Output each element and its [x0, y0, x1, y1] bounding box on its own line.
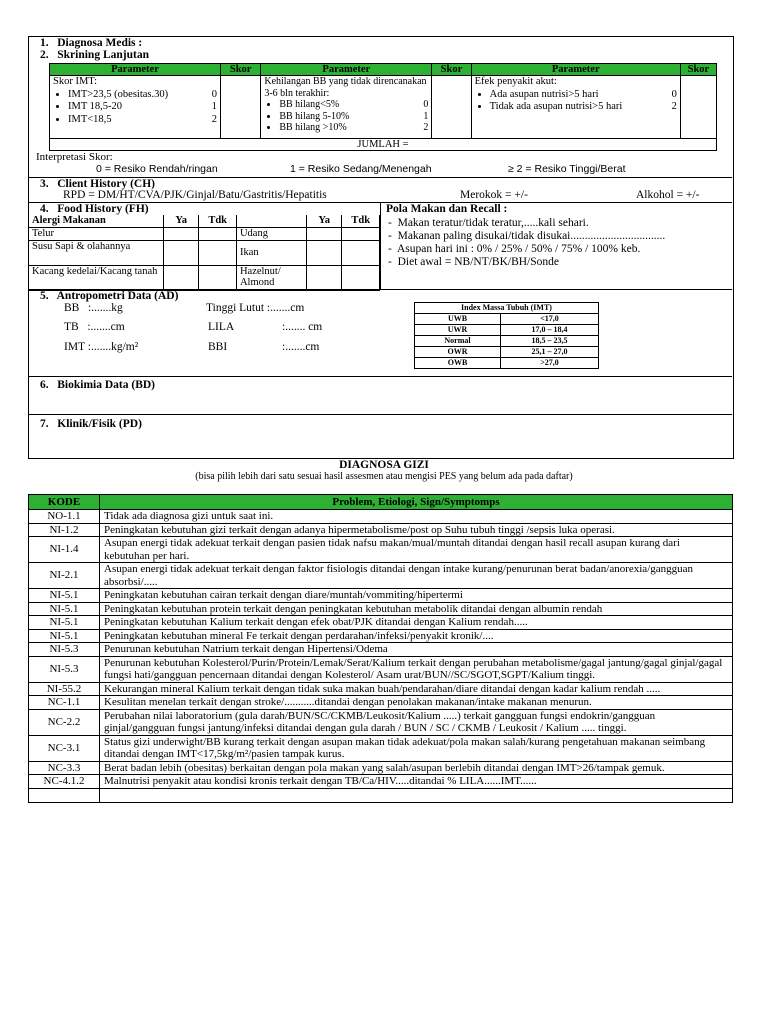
diagnosis-row[interactable] — [29, 643, 733, 657]
interpretation-title: Interpretasi Skor: — [36, 151, 113, 163]
divider — [28, 376, 732, 377]
bb-field[interactable]: BB :.......kg — [64, 302, 123, 314]
pola-makan-list — [388, 217, 665, 269]
tb-field[interactable]: TB :.......cm — [64, 321, 125, 333]
pola-item[interactable]: - Makan teratur/tidak teratur,.....kali sehari. — [388, 217, 589, 229]
lila-label: LILA — [208, 321, 235, 333]
tdk-check[interactable] — [342, 240, 380, 265]
skor-input-cell[interactable] — [220, 76, 260, 139]
risk-medium: 1 = Resiko Sedang/Menengah — [290, 163, 432, 175]
bb-loss-option: • BB hilang 5-10% 1 — [279, 111, 428, 123]
screening-table — [49, 63, 717, 151]
diagnosis-code: NI-5.1 — [29, 629, 100, 643]
imt-category: OWR — [415, 347, 501, 358]
diagnosis-row-empty[interactable] — [29, 788, 733, 802]
imt-parameter-cell — [50, 76, 221, 139]
divider — [380, 202, 381, 289]
allergy-item: Udang — [236, 227, 306, 240]
header-kode: KODE — [29, 495, 100, 510]
section-6 — [40, 379, 155, 391]
diagnosis-row[interactable] — [29, 709, 733, 735]
header-parameter: Parameter — [261, 64, 432, 76]
imt-title: Skor IMT: — [53, 76, 98, 87]
imt-range: <17,0 — [501, 314, 599, 325]
pola-item[interactable]: - Diet awal = NB/NT/BK/BH/Sonde — [388, 256, 559, 268]
allergy-header: Alergi Makanan — [29, 215, 164, 227]
pola-item[interactable]: - Asupan hari ini : 0% / 25% / 50% / 75% / 100% keb. — [388, 243, 641, 255]
diagnosis-text — [100, 788, 733, 802]
imt-category: OWB — [415, 358, 501, 369]
diagnosis-text: Asupan energi tidak adekuat terkait dengan pasien tidak nafsu makan/mual/muntah ditandai dengan hasil recall asupan kurang dari kebutuhan per hari. — [100, 537, 733, 563]
risk-low: 0 = Resiko Rendah/ringan — [96, 163, 218, 175]
allergy-item: Susu Sapi & olahannya — [29, 240, 164, 265]
tinggi-lutut-field[interactable]: Tinggi Lutut :.......cm — [206, 302, 305, 314]
section-number: 1. — [40, 37, 49, 49]
jumlah-row[interactable]: JUMLAH = — [50, 139, 717, 151]
header-problem: Problem, Etiologi, Sign/Symptomps — [100, 495, 733, 510]
tdk-check[interactable] — [342, 265, 380, 290]
acute-effect-title: Efek penyakit akut: — [474, 76, 557, 87]
imt-option: • IMT<18,5 2 — [68, 114, 217, 127]
ya-check[interactable] — [163, 265, 199, 290]
diagnosis-code: NI-5.1 — [29, 589, 100, 603]
section-title: Diagnosa Medis : — [57, 37, 143, 49]
section-number: 6. — [40, 379, 49, 391]
header-skor: Skor — [220, 64, 260, 76]
ya-check[interactable] — [163, 240, 199, 265]
diagnosis-table — [28, 494, 733, 803]
risk-high: ≥ 2 = Resiko Tinggi/Berat — [508, 163, 626, 175]
section-title: Antropometri Data (AD) — [56, 290, 179, 302]
diagnosis-row[interactable] — [29, 589, 733, 603]
bb-loss-option: • BB hilang >10% 2 — [279, 122, 428, 134]
pola-item[interactable]: - Makanan paling disukai/tidak disukai................................. — [388, 230, 666, 242]
skor-input-cell[interactable] — [432, 76, 471, 139]
bb-loss-parameter-cell — [261, 76, 432, 139]
rpd-line: RPD = DM/HT/CVA/PJK/Ginjal/Batu/Gastritis/Hepatitis — [63, 189, 327, 201]
diagnosis-text: Peningkatan kebutuhan Kalium terkait dengan efek obat/PJK ditandai dengan Kalium rendah..... — [100, 616, 733, 630]
diagnosis-text: Peningkatan kebutuhan protein terkait dengan peningkatan kebutuhan metabolik ditandai dengan albumin rendah — [100, 602, 733, 616]
diagnosis-text: Peningkatan kebutuhan gizi terkait dengan adanya hipermetabolisme/post op Suhu tubuh tinggi /sepsis luka operasi. — [100, 523, 733, 537]
acute-effect-option: • Tidak ada asupan nutrisi>5 hari 2 — [490, 101, 677, 114]
pola-makan-title: Pola Makan dan Recall : — [386, 203, 508, 215]
lila-field[interactable]: :....... cm — [282, 321, 323, 333]
allergy-item: Hazelnut/ Almond — [236, 265, 306, 290]
diagnosis-text: Penurunan kebutuhan Natrium terkait dengan Hipertensi/Odema — [100, 643, 733, 657]
diagnosis-row[interactable] — [29, 602, 733, 616]
bbi-label: BBI — [208, 341, 228, 353]
skor-input-cell[interactable] — [680, 76, 716, 139]
diagnosis-row[interactable] — [29, 761, 733, 775]
allergy-table — [28, 215, 380, 291]
imt-option: • IMT>23,5 (obesitas.30) 0 — [68, 89, 217, 102]
section-title: Client History (CH) — [57, 178, 155, 190]
acute-effect-option: • Ada asupan nutrisi>5 hari 0 — [490, 89, 677, 102]
diagnosis-text: Peningkatan kebutuhan cairan terkait dengan diare/muntah/vommiting/hipertermi — [100, 589, 733, 603]
diagnosis-code: NI-5.1 — [29, 602, 100, 616]
header-parameter: Parameter — [471, 64, 680, 76]
acute-effect-parameter-cell — [471, 76, 680, 139]
diagnosis-title: DIAGNOSA GIZI — [339, 459, 429, 471]
diagnosis-row[interactable] — [29, 629, 733, 643]
diagnosis-row[interactable] — [29, 775, 733, 789]
diagnosis-code: NI-2.1 — [29, 563, 100, 589]
divider — [28, 414, 732, 415]
diagnosis-row[interactable] — [29, 523, 733, 537]
allergy-item: Kacang kedelai/Kacang tanah — [29, 265, 164, 290]
diagnosis-code — [29, 788, 100, 802]
diagnosis-code: NO-1.1 — [29, 510, 100, 524]
header-skor: Skor — [680, 64, 716, 76]
diagnosis-row[interactable] — [29, 616, 733, 630]
diagnosis-code: NI-5.3 — [29, 656, 100, 682]
diagnosis-row[interactable] — [29, 537, 733, 563]
diagnosis-text: Peningkatan kebutuhan mineral Fe terkait dengan perdarahan/infeksi/penyakit kronik/.... — [100, 629, 733, 643]
imt-category: UWB — [415, 314, 501, 325]
section-number: 5. — [40, 290, 49, 302]
imt-option: • IMT 18,5-20 1 — [68, 101, 217, 114]
diagnosis-code: NC-4.1.2 — [29, 775, 100, 789]
diagnosis-code: NI-5.1 — [29, 616, 100, 630]
tdk-check[interactable] — [342, 227, 380, 240]
diagnosis-row[interactable] — [29, 696, 733, 710]
section-1 — [40, 37, 142, 49]
imt-range: 17,0 – 18,4 — [501, 325, 599, 336]
section-5 — [40, 290, 178, 302]
tdk-check[interactable] — [199, 240, 237, 265]
tdk-header: Tdk — [342, 215, 380, 227]
diagnosis-text: Perubahan nilai laboratorium (gula darah/BUN/SC/CKMB/Leukosit/Kalium .....) terkait gangguan fungsi endokrin/gangguan ginjal/gangguan fungsi jantung/infeksi ditandai dengan gula darah / BUN / SC / CKMB / Leukosit / Kalium ..... tinggi. — [100, 709, 733, 735]
bb-loss-title: Kehilangan BB yang tidak direncanakan 3-6 bln terakhir: — [264, 76, 427, 99]
diagnosis-text: Kekurangan mineral Kalium terkait dengan tidak suka makan buah/pendarahan/diare ditandai dengan kadar kalium rendah ..... — [100, 682, 733, 696]
ya-check[interactable] — [306, 227, 342, 240]
allergy-item: Ikan — [236, 240, 306, 265]
diagnosis-text: Kesulitan menelan terkait dengan stroke/...........ditandai dengan penolakan makanan/intake makanan menurun. — [100, 696, 733, 710]
diagnosis-text: Asupan energi tidak adekuat terkait dengan faktor fisiologis ditandai dengan intake kurang/penurunan berat badan/anorexia/gangguan absorbsi/..... — [100, 563, 733, 589]
ya-check[interactable] — [163, 227, 199, 240]
ya-check[interactable] — [306, 265, 342, 290]
imt-category: UWR — [415, 325, 501, 336]
bb-loss-option: • BB hilang<5% 0 — [279, 99, 428, 111]
imt-category: Normal — [415, 336, 501, 347]
diagnosis-text: Tidak ada diagnosa gizi untuk saat ini. — [100, 510, 733, 524]
diagnosis-row[interactable] — [29, 563, 733, 589]
section-title: Skrining Lanjutan — [57, 49, 149, 61]
diagnosis-code: NI-5.3 — [29, 643, 100, 657]
section-title: Biokimia Data (BD) — [57, 379, 155, 391]
section-number: 4. — [40, 203, 49, 215]
section-number: 2. — [40, 49, 49, 61]
diagnosis-row[interactable] — [29, 682, 733, 696]
diagnosis-code: NC-1.1 — [29, 696, 100, 710]
bbi-field[interactable]: :.......cm — [282, 341, 320, 353]
diagnosis-code: NI-1.4 — [29, 537, 100, 563]
diagnosis-row[interactable] — [29, 510, 733, 524]
section-4 — [40, 203, 149, 215]
diagnosis-text: Berat badan lebih (obesitas) berkaitan dengan pola makan yang salah/asupan berlebih ditandai dengan IMT>26/tampak gemuk. — [100, 761, 733, 775]
section-7 — [40, 418, 142, 430]
alkohol[interactable]: Alkohol = +/- — [636, 189, 700, 201]
diagnosis-text: Malnutrisi penyakit atau kondisi kronis terkait dengan TB/Ca/HIV.....ditandai % LILA......IMT...... — [100, 775, 733, 789]
diagnosis-text: Penurunan kebutuhan Kolesterol/Purin/Protein/Lemak/Serat/Kalium terkait dengan perubahan metabolisme/gagal jantung/gagal ginjal/gagal fungsi hati/gangguan pencernaan ditandai dengan Kolesterol/ Asam urat/BUN//SC/SGOT,SGPT/Kalium tinggi. — [100, 656, 733, 682]
diagnosis-text: Status gizi underwight/BB kurang terkait dengan asupan makan tidak adekuat/pola makan salah/kurang pengetahuan makanan seimbang ditandai dengan IMT<17,5kg/m²/pasien tampak kurus. — [100, 735, 733, 761]
section-number: 7. — [40, 418, 49, 430]
section-number: 3. — [40, 178, 49, 190]
imt-reference-table — [414, 302, 599, 369]
tdk-check[interactable] — [199, 227, 237, 240]
diagnosis-code: NC-3.3 — [29, 761, 100, 775]
diagnosis-subtitle: (bisa pilih lebih dari satu sesuai hasil assesmen atau mengisi PES yang belum ada pada daftar) — [195, 471, 573, 482]
diagnosis-code: NI-55.2 — [29, 682, 100, 696]
imt-range: 18,5 – 23,5 — [501, 336, 599, 347]
diagnosis-code: NI-1.2 — [29, 523, 100, 537]
diagnosis-row[interactable] — [29, 735, 733, 761]
header-skor: Skor — [432, 64, 471, 76]
imt-range: 25,1 – 27,0 — [501, 347, 599, 358]
ya-check[interactable] — [306, 240, 342, 265]
diagnosis-row[interactable] — [29, 656, 733, 682]
imt-table-title: Index Massa Tubuh (IMT) — [415, 303, 599, 314]
imt-field[interactable]: IMT :.......kg/m² — [64, 341, 139, 353]
tdk-header: Tdk — [199, 215, 237, 227]
merokok[interactable]: Merokok = +/- — [460, 189, 528, 201]
diagnosis-code: NC-3.1 — [29, 735, 100, 761]
ya-header: Ya — [306, 215, 342, 227]
tdk-check[interactable] — [199, 265, 237, 290]
header-parameter: Parameter — [50, 64, 221, 76]
diagnosis-code: NC-2.2 — [29, 709, 100, 735]
section-title: Food History (FH) — [57, 203, 149, 215]
section-2 — [40, 49, 149, 61]
ya-header: Ya — [163, 215, 199, 227]
allergy-item: Telur — [29, 227, 164, 240]
section-title: Klinik/Fisik (PD) — [57, 418, 142, 430]
imt-range: >27,0 — [501, 358, 599, 369]
